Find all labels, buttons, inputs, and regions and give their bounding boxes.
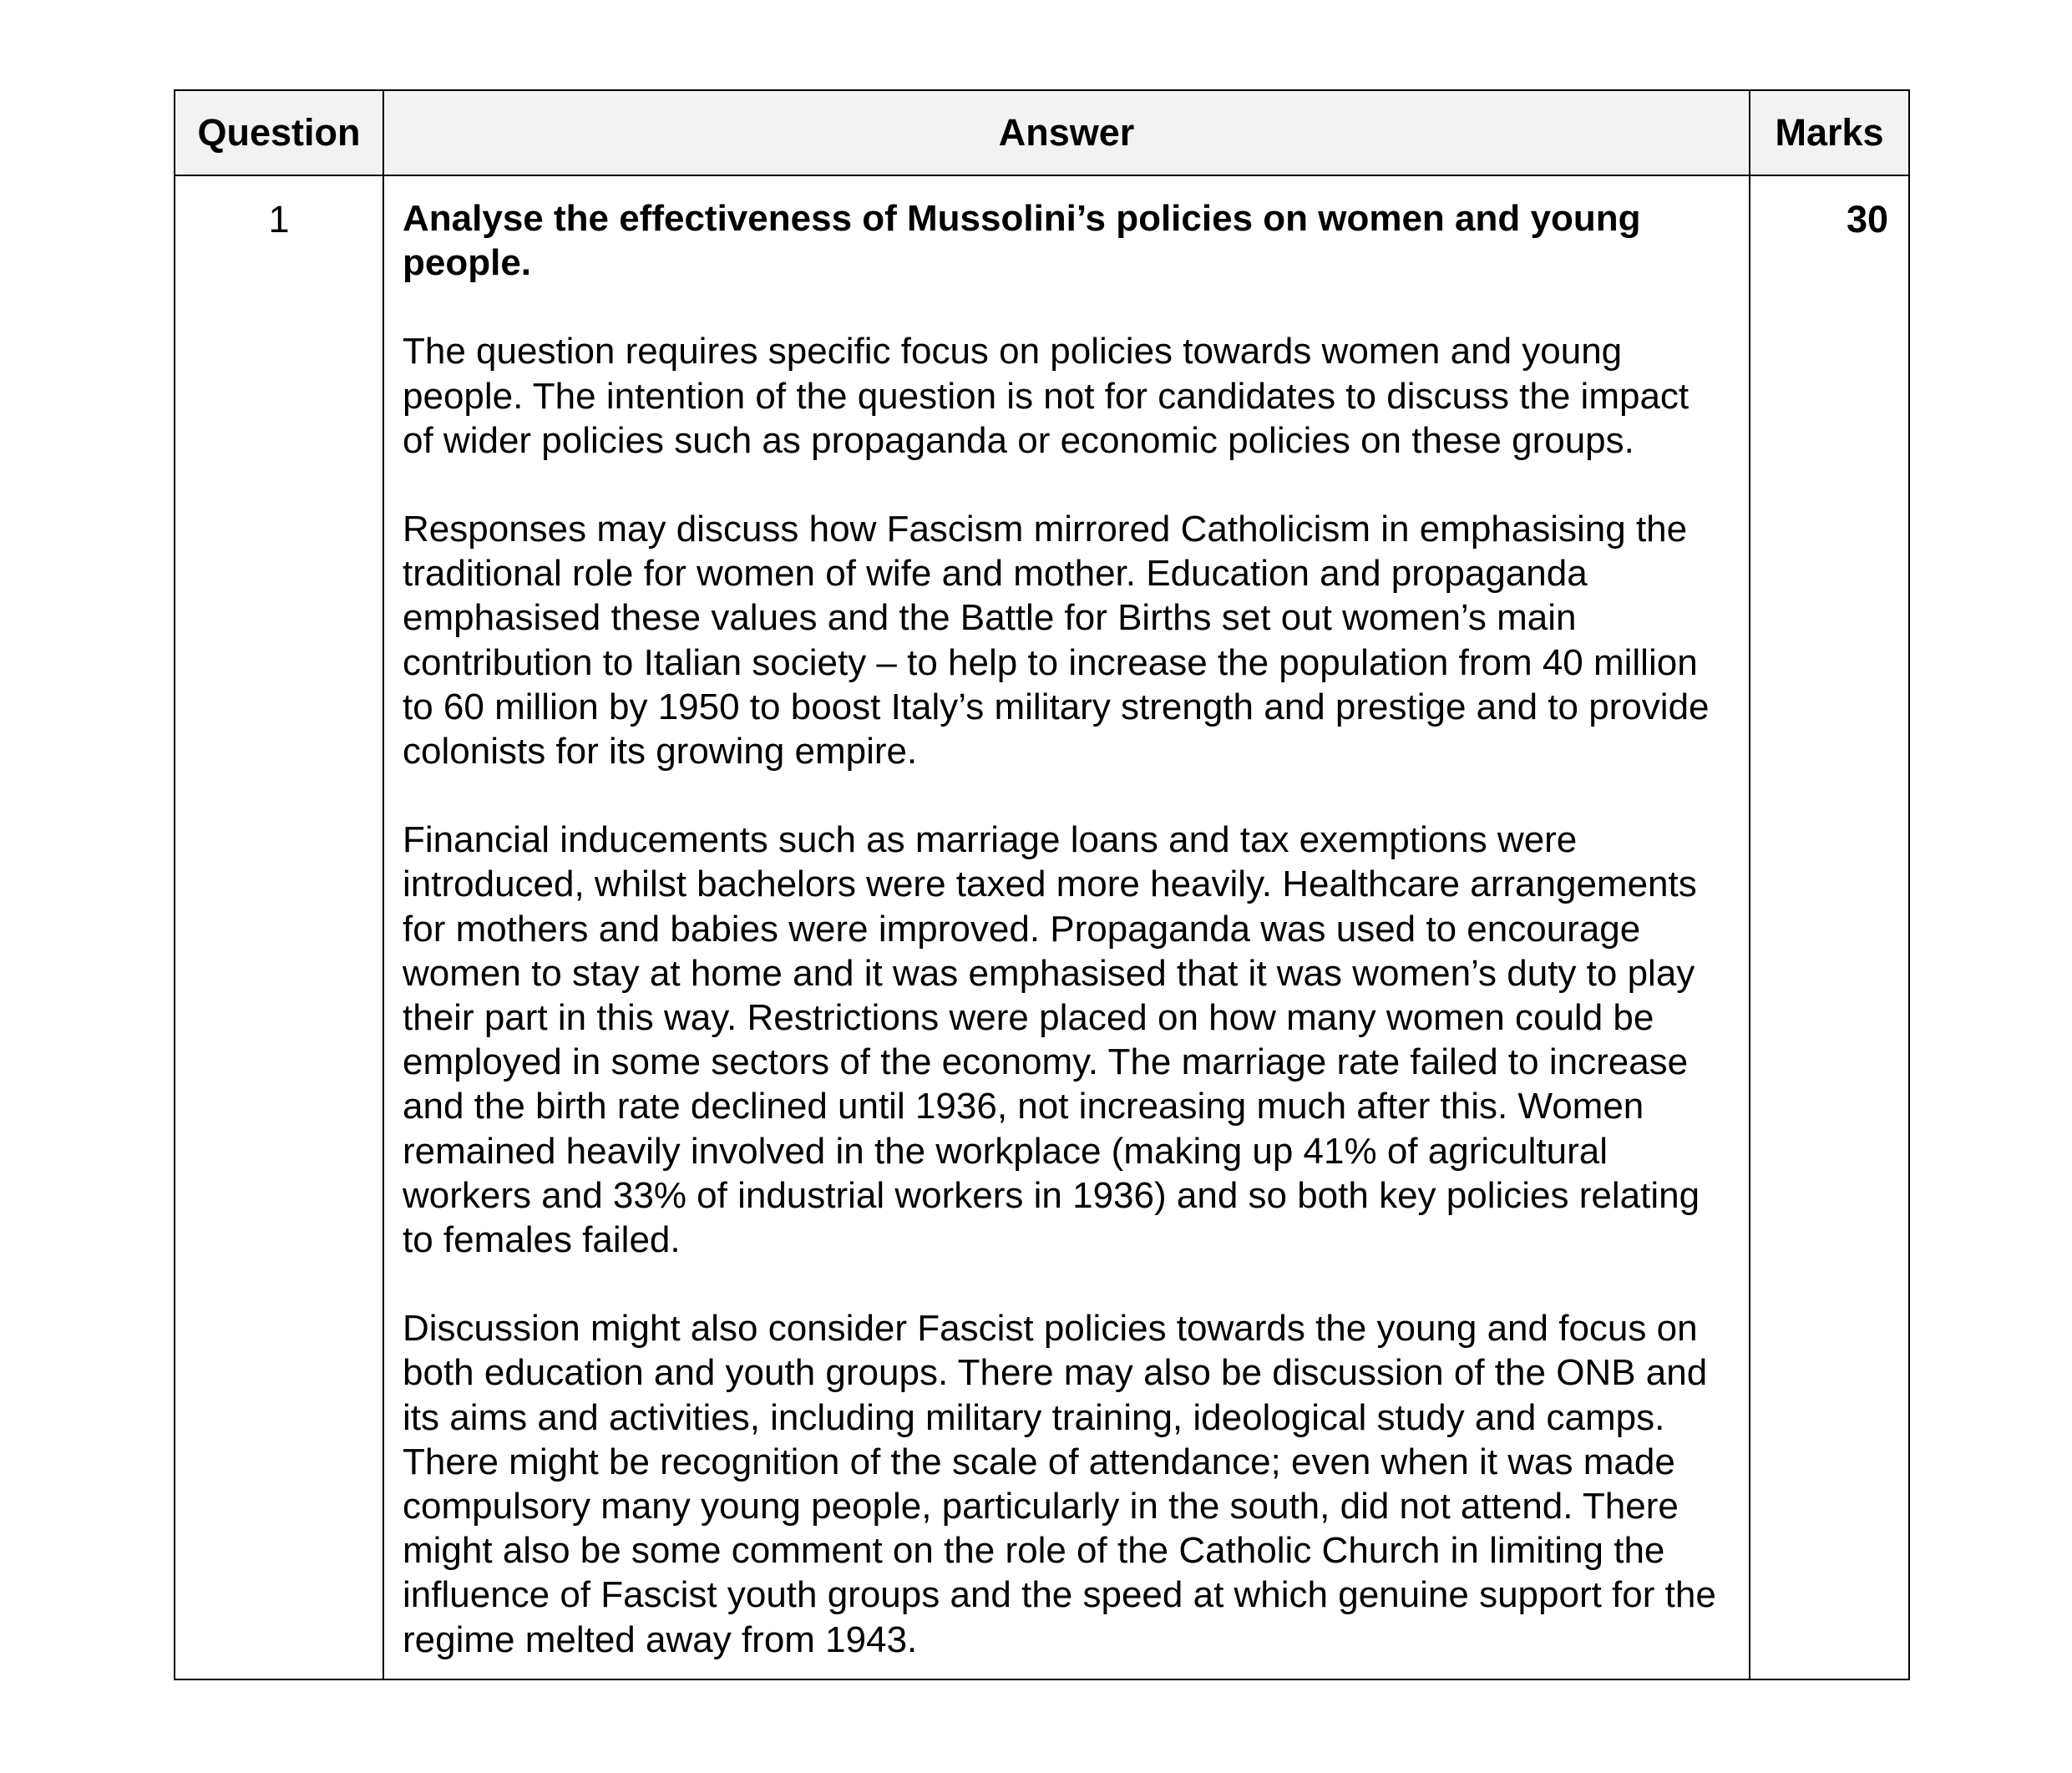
- table-row: [175, 175, 1909, 1679]
- mark-scheme-table: [174, 89, 1910, 1680]
- question-number: 1: [175, 175, 383, 1679]
- answer-paragraph: The question requires specific focus on policies towards women and young people. The intention of the question is not for candidates to discuss the impact of wider policies such as propaganda or economic policies on these groups.: [403, 331, 1690, 461]
- header-marks: Marks: [1750, 90, 1909, 175]
- answer-paragraph: Financial inducements such as marriage loans and tax exemptions were introduced, whilst bachelors were taxed more heavily. Healthcare arrangements for mothers and babies were improved. Propaganda was used to encourage women to stay at home and it was emphasised that it was women’s duty to play their part in this way. Restrictions were placed on how many women could be employed in some sectors of the economy. The marriage rate failed to increase and the birth rate declined until 1936, not increasing much after this. Women remained heavily involved in the workplace (making up 41% of agricultural workers and 33% of industrial workers in 1936) and so both key policies relating to females failed.: [403, 819, 1700, 1261]
- answer-paragraph: Responses may discuss how Fascism mirrored Catholicism in emphasising the traditional role for women of wife and mother. Education and propaganda emphasised these values and the Battle for Births set out women’s main contribution to Italian society – to help to increase the population from 40 million to 60 million by 1950 to boost Italy’s military strength and prestige and to provide colonists for its growing empire.: [403, 509, 1710, 773]
- marks-value: 30: [1750, 175, 1909, 1679]
- answer-paragraph: Discussion might also consider Fascist policies towards the young and focus on both education and youth groups. There may also be discussion of the ONB and its aims and activities, including military training, ideological study and camps. There might be recognition of the scale of attendance; even when it was made compulsory many young people, particularly in the south, did not attend. There might also be some comment on the role of the Catholic Church in limiting the influence of Fascist youth groups and the speed at which genuine support for the regime melted away from 1943.: [403, 1308, 1716, 1660]
- header-answer: Answer: [383, 90, 1750, 175]
- header-question: Question: [175, 90, 383, 175]
- question-prompt: Analyse the effectiveness of Mussolini’s policies on women and young people.: [403, 198, 1641, 284]
- header-row: [175, 90, 1909, 175]
- answer-cell: [383, 175, 1750, 1679]
